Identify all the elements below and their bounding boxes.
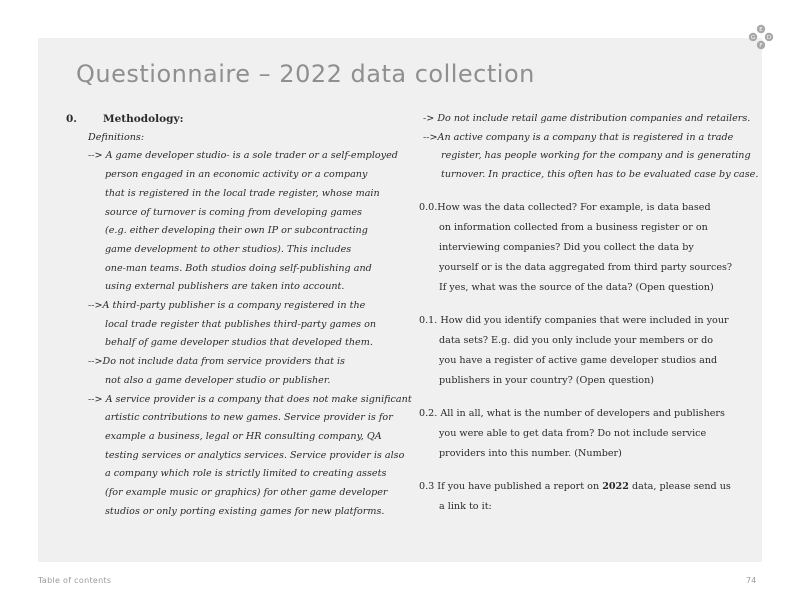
definition-line: using external publishers are taken into account.	[105, 281, 345, 293]
definition-line: artistic contributions to new games. Service provider is for	[105, 412, 393, 424]
question-0-2	[419, 404, 743, 464]
note-line: register, has people working for the company and is generating	[441, 150, 751, 162]
definition-line: --> A service provider is a company that does not make significant	[88, 393, 412, 405]
right-column	[419, 110, 759, 517]
page-number: 74	[746, 576, 757, 585]
definition-line: person engaged in an economic activity or a company	[105, 169, 368, 181]
definition-line: behalf of game developer studios that developed them.	[105, 337, 373, 349]
logo-letter-bottom: F	[759, 43, 763, 49]
definition-line: that is registered in the local trade register, whose main	[105, 187, 380, 199]
question-line: interviewing companies? Did you collect the data by	[439, 241, 694, 253]
question-line: If yes, what was the source of the data? (Open question)	[439, 281, 714, 293]
question-0-1	[419, 311, 743, 391]
definition-line: local trade register that publishes third-party games on	[105, 318, 377, 330]
definition-line: (for example music or graphics) for other game developer	[105, 487, 388, 499]
section-number: 0.	[66, 113, 77, 125]
section-title: Methodology:	[103, 113, 184, 125]
note-line: -->An active company is a company that is registered in a trade	[423, 131, 734, 143]
page-title: Questionnaire – 2022 data collection	[76, 60, 535, 88]
definition-line: -->A third-party publisher is a company registered in the	[88, 300, 366, 312]
note-line: -> Do not include retail game distribution companies and retailers.	[423, 113, 751, 124]
section-heading	[66, 110, 391, 129]
definition-line: example a business, legal or HR consulting company, QA	[105, 430, 382, 442]
note-line: turnover. In practice, this often has to be evaluated case by case.	[441, 169, 759, 181]
table-of-contents-link[interactable]: Table of contents	[38, 576, 112, 585]
definition-line: game development to other studios). This includes	[105, 243, 352, 255]
definition-line: (e.g. either developing their own IP or subcontracting	[105, 225, 368, 237]
egdf-logo-icon	[748, 24, 774, 50]
definition-line: -->Do not include data from service providers that is	[88, 356, 345, 368]
question-line: on information collected from a business register or on	[439, 221, 708, 233]
question-line: you have a register of active game developer studios and	[439, 354, 718, 366]
logo-letter-right: D	[766, 35, 772, 41]
question-line: 0.2. All in all, what is the number of developers and publishers	[419, 407, 725, 419]
definition-line: not also a game developer studio or publisher.	[105, 374, 331, 386]
report-year: 2022	[602, 480, 629, 492]
question-line: 0.0.How was the data collected? For example, is data based	[419, 201, 711, 213]
question-prefix: 0.3 If you have published a report on	[419, 480, 603, 492]
question-line: 0.1. How did you identify companies that were included in your	[419, 314, 729, 326]
definition-line: a company which role is strictly limited to creating assets	[105, 468, 387, 480]
question-line	[419, 477, 743, 497]
definition-line: one-man teams. Both studios doing self-publishing and	[105, 262, 372, 274]
question-line: data sets? E.g. did you only include your members or do	[439, 334, 713, 346]
question-suffix: data, please send us	[628, 480, 731, 492]
question-0-0	[419, 198, 743, 298]
definition-line: testing services or analytics services. Service provider is also	[105, 449, 405, 461]
definitions-label: Definitions:	[88, 131, 145, 143]
definition-line: --> A game developer studio- is a sole trader or a self-employed	[88, 150, 398, 162]
question-line: yourself or is the data aggregated from third party sources?	[439, 261, 733, 273]
question-line: a link to it:	[439, 500, 492, 512]
question-line: providers into this number. (Number)	[439, 447, 622, 459]
definition-line: source of turnover is coming from developing games	[105, 206, 362, 218]
logo-letter-left: G	[750, 35, 756, 41]
logo-letter-top: E	[759, 27, 763, 33]
definition-line: studios or only porting existing games for new platforms.	[105, 505, 385, 517]
question-line: publishers in your country? (Open question)	[439, 374, 655, 386]
left-column	[66, 110, 412, 521]
question-0-3	[419, 477, 743, 517]
question-line: you were able to get data from? Do not include service	[439, 427, 707, 439]
